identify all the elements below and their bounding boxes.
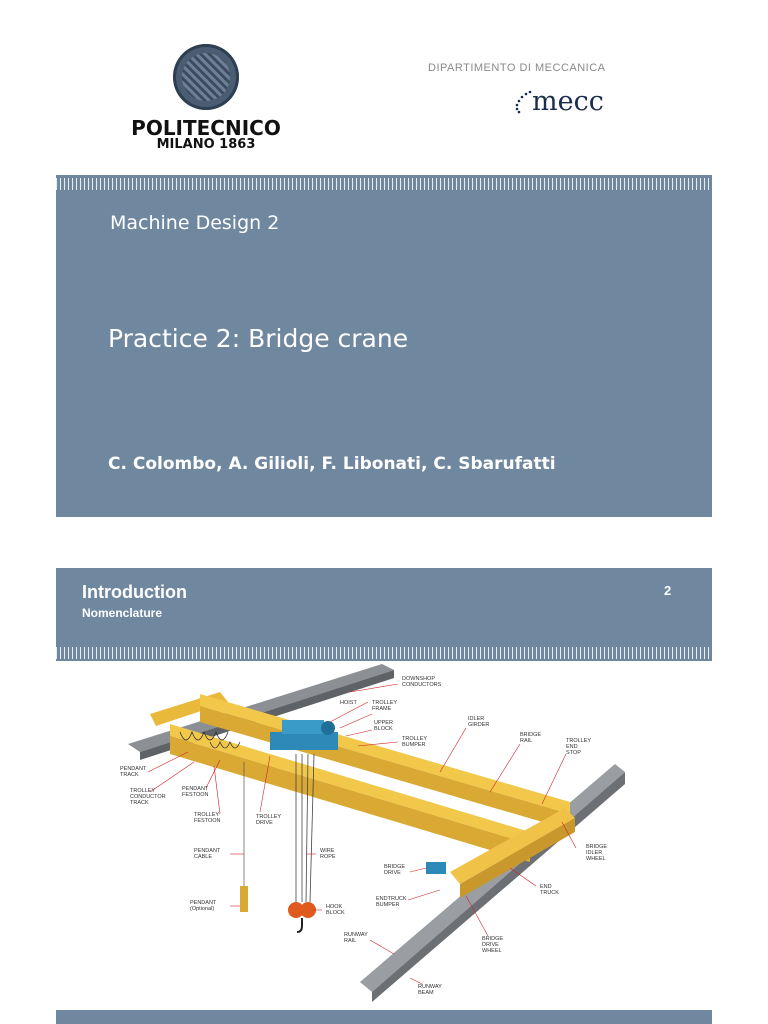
tick-ruler — [56, 647, 712, 659]
hook-block — [288, 902, 316, 932]
label-hook-block: HOOK BLOCK — [326, 904, 345, 916]
next-slide-panel — [56, 1010, 712, 1024]
label-pendant-track: PENDANT TRACK — [120, 766, 147, 778]
section-title: Introduction — [82, 582, 187, 602]
label-idler-girder: IDLER GIRDER — [468, 716, 490, 728]
label-trolley-festoon: TROLLEY FESTOON — [194, 812, 221, 824]
label-wire-rope: WIRE ROPE — [320, 848, 336, 860]
university-name: POLITECNICO — [131, 116, 281, 140]
label-bridge-drive-wheel: BRIDGE DRIVE WHEEL — [482, 936, 504, 954]
label-end-truck: END TRUCK — [540, 884, 559, 896]
bridge-drive-motor — [426, 862, 446, 874]
label-bridge-drive: BRIDGE DRIVE — [384, 864, 406, 876]
section-subtitle: Nomenclature — [82, 606, 163, 620]
department-logo: mecc — [532, 86, 604, 117]
university-seal — [173, 44, 239, 110]
label-endtruck-bumper: ENDTRUCK BUMPER — [376, 896, 407, 908]
label-downshop-conductors: DOWNSHOP CONDUCTORS — [402, 676, 442, 688]
tick-ruler — [56, 178, 712, 190]
label-trolley-end-stop: TROLLEY END STOP — [566, 738, 592, 756]
course-title: Machine Design 2 — [110, 212, 280, 234]
label-runway-beam: RUNWAY BEAM — [418, 984, 442, 996]
label-pendant-optional: PENDANT (Optional) — [190, 900, 217, 912]
label-trolley-bumper: TROLLEY BUMPER — [402, 736, 428, 748]
label-bridge-idler-wheel: BRIDGE IDLER WHEEL — [586, 844, 608, 862]
label-hoist: HOIST — [340, 700, 357, 706]
university-subtitle: MILANO 1863 — [156, 137, 256, 152]
label-trolley-conductor-track: TROLLEY CONDUCTOR TRACK — [130, 788, 166, 806]
label-pendant-cable: PENDANT CABLE — [194, 848, 221, 860]
label-pendant-festoon: PENDANT FESTOON — [182, 786, 209, 798]
page-number: 2 — [664, 583, 672, 598]
practice-title: Practice 2: Bridge crane — [108, 324, 409, 353]
pendant — [240, 886, 248, 912]
label-runway-rail: RUNWAY RAIL — [344, 932, 368, 944]
label-trolley-drive: TROLLEY DRIVE — [256, 814, 282, 826]
authors: C. Colombo, A. Gilioli, F. Libonati, C. Sbarufatti — [108, 454, 556, 474]
label-trolley-frame: TROLLEY FRAME — [372, 700, 398, 712]
department-name: DIPARTIMENTO DI MECCANICA — [428, 62, 606, 74]
label-upper-block: UPPER BLOCK — [374, 720, 393, 732]
bridge-crane-diagram — [110, 662, 630, 1002]
label-bridge-rail: BRIDGE RAIL — [520, 732, 542, 744]
